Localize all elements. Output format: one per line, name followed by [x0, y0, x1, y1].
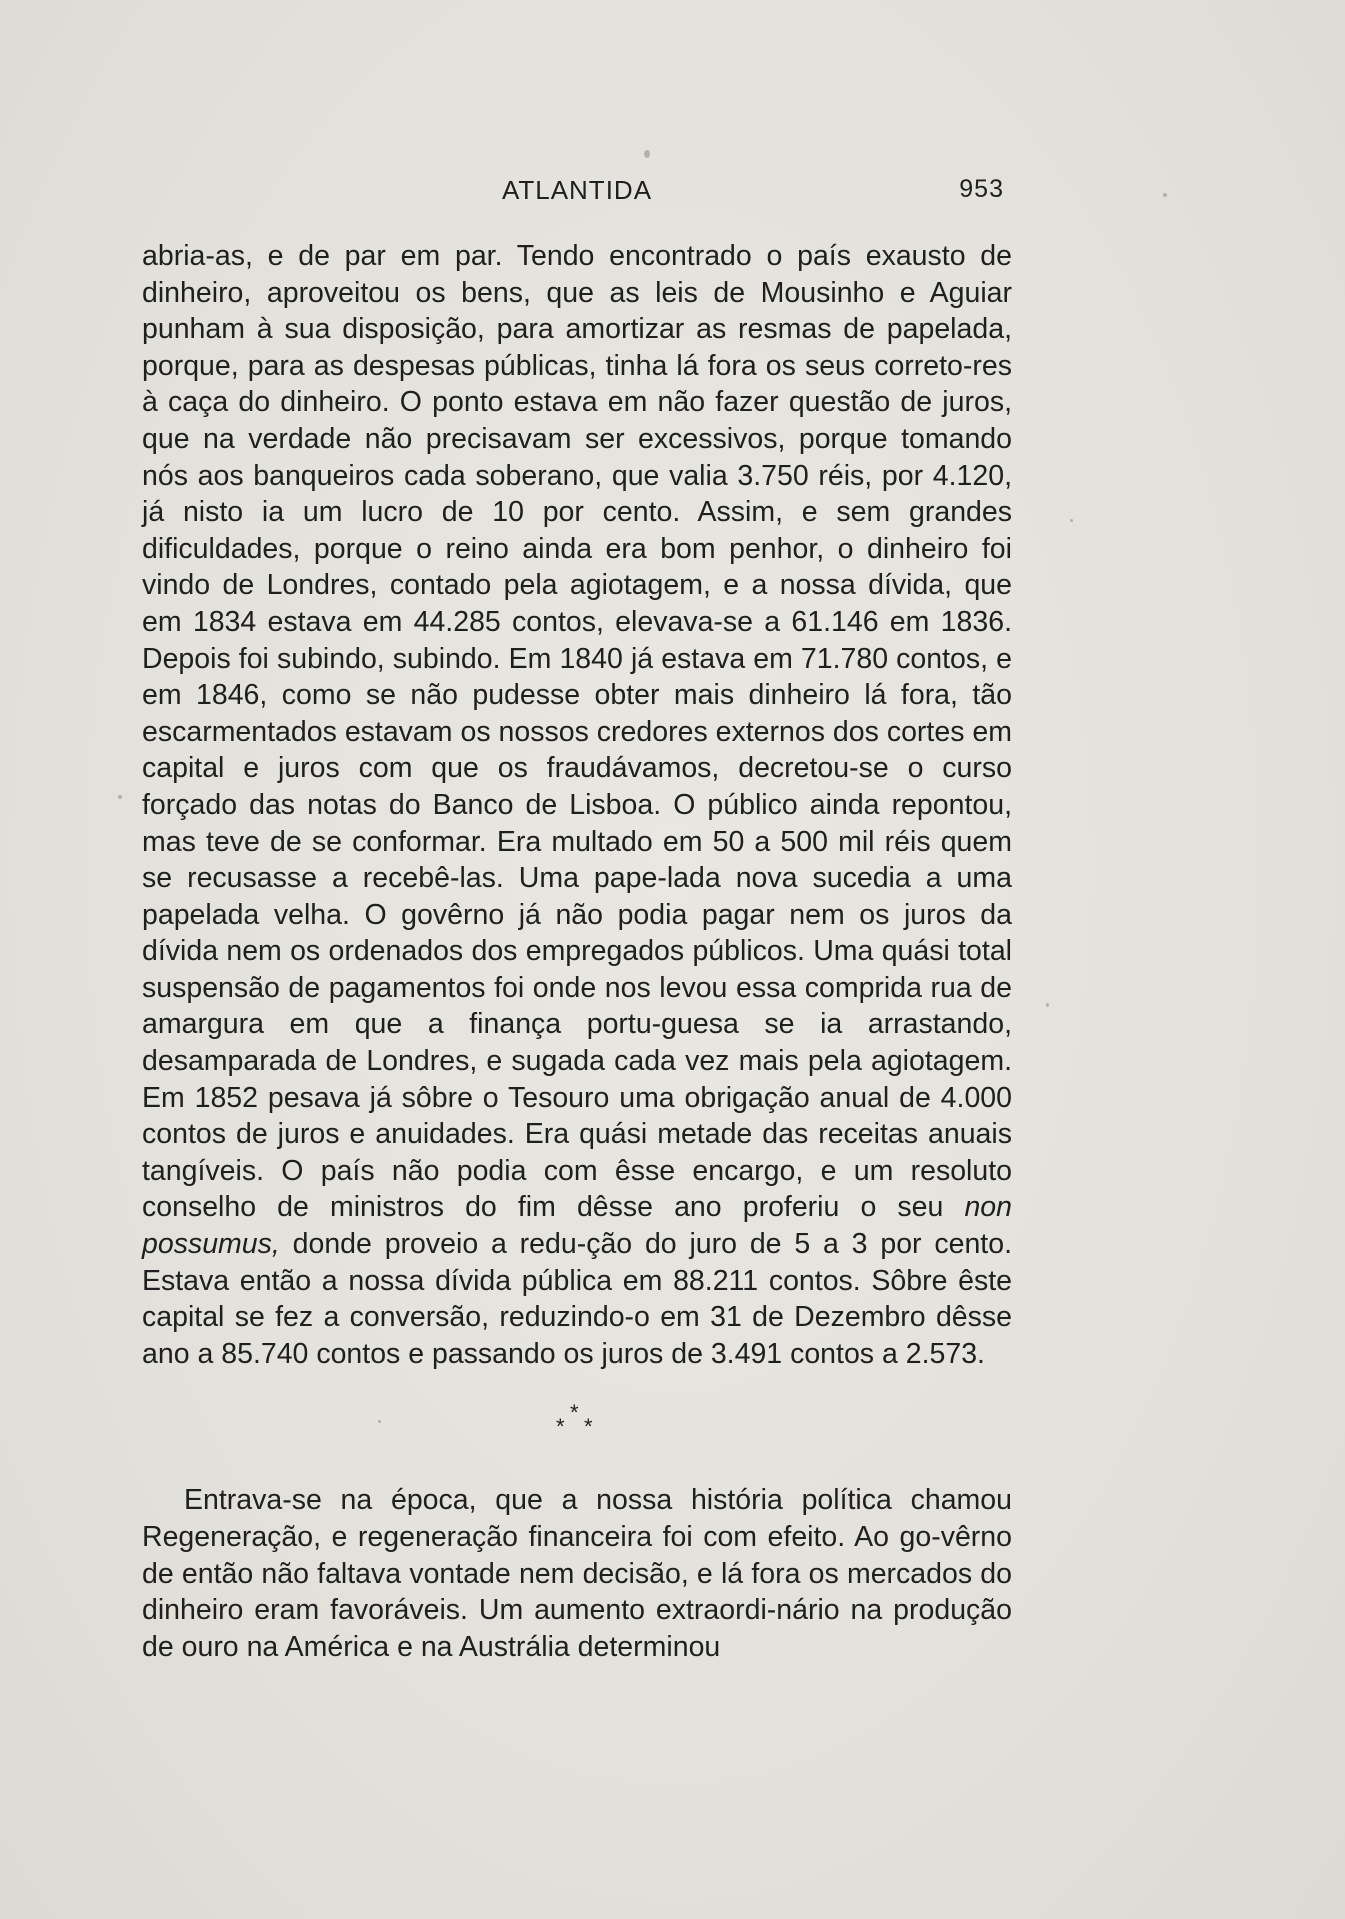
paper-speck	[1163, 193, 1167, 197]
paper-speck	[378, 1420, 381, 1423]
paragraph-1-text: abria-as, e de par em par. Tendo encontrado o país exausto de dinheiro, aproveitou os bens, que as leis de Mousinho e Aguiar punham à sua disposição, para amortizar as resmas de papelada, porque, para as despesas públicas, tinha lá fora os seus correto-res à caça do dinheiro. O ponto estava em não fazer questão de juros, que na verdade não precisavam ser excessivos, porque tomando nós aos banqueiros cada soberano, que valia 3.750 réis, por 4.120, já nisto ia um lucro de 10 por cento. Assim, e sem grandes dificuldades, porque o reino ainda era bom penhor, o dinheiro foi vindo de Londres, contado pela agiotagem, e a nossa dívida, que em 1834 estava em 44.285 contos, elevava-se a 61.146 em 1836. Depois foi subindo, subindo. Em 1840 já estava em 71.780 contos, e em 1846, como se não pudesse obter mais dinheiro lá fora, tão escarmentados estavam os nossos credores externos dos cortes em capital e juros com que os fraudávamos, decretou-se o curso forçado das notas do Banco de Lisboa. O público ainda repontou, mas teve de se conformar. Era multado em 50 a 500 mil réis quem se recusasse a recebê-las. Uma pape-lada nova sucedia a uma papelada velha. O govêrno já não podia pagar nem os juros da dívida nem os ordenados dos empregados públicos. Uma quási total suspensão de pagamentos foi onde nos levou essa comprida rua de amargura em que a finança portu-guesa se ia arrastando, desamparada de Londres, e sugada cada vez mais pela agiotagem. Em 1852 pesava já sôbre o Tesouro uma obrigação anual de 4.000 contos de juros e anuidades. Era quási metade das receitas anuais tangíveis. O país não podia com êsse encargo, e um resoluto conselho de ministros do fim dêsse ano proferiu o seu	[142, 240, 1012, 1224]
paper-speck	[118, 795, 122, 799]
paragraph-1-italic: non possumus,	[142, 1191, 1012, 1261]
paper-speck	[1046, 1003, 1049, 1007]
asterism-star-left: *	[556, 1414, 565, 1440]
paper-speck	[1070, 519, 1073, 522]
body-text	[142, 238, 1012, 1665]
paragraph-2: Entrava-se na época, que a nossa história política chamou Regeneração, e regeneração financeira foi com efeito. Ao go-vêrno de então não faltava vontade nem decisão, e lá fora os mercados do dinheiro eram favoráveis. Um aumento extraordi-nário na produção de ouro na América e na Austrália determinou	[142, 1484, 1012, 1663]
page-number: 953	[959, 175, 1004, 203]
paper-speck	[644, 150, 650, 158]
asterism-star-top: *	[570, 1400, 579, 1426]
section-asterism	[142, 1372, 1012, 1482]
paragraph-1	[142, 238, 1012, 1372]
paragraph-1-tail: donde proveio a redu-ção do juro de 5 a 3 por cento. Estava então a nossa dívida pública em 88.211 contos. Sôbre êste capital se fez a conversão, reduzindo-o em 31 de Dezembro dêsse ano a 85.740 contos e passando os juros de 3.491 contos a 2.573.	[142, 1228, 1012, 1370]
running-head	[142, 175, 1012, 211]
running-title: ATLANTIDA	[501, 175, 653, 205]
asterism-star-right: *	[584, 1414, 593, 1440]
